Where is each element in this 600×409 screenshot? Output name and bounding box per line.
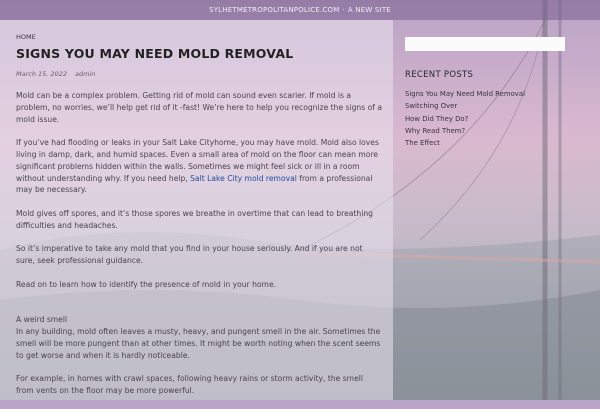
paragraph: Mold gives off spores, and it’s those spores we breathe in overtime that can lead to breathing difficulties and headaches. bbox=[16, 208, 373, 230]
article bbox=[16, 33, 382, 409]
sidebar bbox=[405, 37, 565, 149]
paragraph-text: from a professional may be necessary. bbox=[16, 173, 373, 195]
paragraph: So it’s imperative to take any mold that you find in your house seriously. And if you are not sure, seek professional guidance. bbox=[16, 244, 363, 266]
post-title: SIGNS YOU MAY NEED MOLD REMOVAL bbox=[16, 46, 294, 61]
recent-post-link[interactable]: The Effect bbox=[405, 139, 440, 148]
paragraph: Read on to learn how to identify the presence of mold in your home. bbox=[16, 279, 277, 289]
mold-removal-link[interactable]: Salt Lake City mold removal bbox=[190, 173, 297, 183]
post-author[interactable]: admin bbox=[75, 70, 96, 78]
paragraph bbox=[16, 314, 382, 361]
site-header bbox=[0, 0, 600, 20]
site-name-link[interactable]: SYLHETMETROPOLITANPOLICE.COM bbox=[209, 6, 340, 14]
post-date[interactable]: March 15, 2022 bbox=[16, 70, 67, 78]
header-separator: · bbox=[342, 6, 345, 14]
main-content bbox=[0, 20, 393, 400]
recent-post-link[interactable]: Why Read Them? bbox=[405, 126, 466, 135]
recent-post-link[interactable]: Signs You May Need Mold Removal bbox=[405, 90, 526, 98]
paragraph-text: If you’ve had flooding or leaks in your Salt Lake Cityhome, you may have mold. Mold also loves living in damp, dark, and humid spaces. Even a small area of mold on the floor can mean more significant problems hidden within the walls. Sometimes we might feel sick or ill in a room without understanding why. If you need help, bbox=[16, 138, 379, 183]
post-body bbox=[16, 90, 382, 397]
paragraph: Mold can be a complex problem. Getting rid of mold can sound even scarier. If mold is a problem, no worries, we’ll help get rid of it -fast! We’re here to help you recognize the signs of a mold issue. bbox=[16, 91, 382, 124]
paragraph: For example, in homes with crawl spaces, following heavy rains or storm activity, the smell from vents on the floor may be more powerful. bbox=[16, 374, 363, 395]
recent-post-link[interactable]: Switching Over bbox=[405, 102, 458, 111]
search-input[interactable] bbox=[405, 37, 565, 51]
subheading-weird-smell: A weird smell bbox=[16, 315, 68, 325]
breadcrumb-home[interactable]: HOME bbox=[16, 33, 36, 41]
paragraph bbox=[16, 137, 382, 196]
site-tagline: A NEW SITE bbox=[347, 6, 391, 14]
recent-posts-list bbox=[405, 88, 565, 149]
recent-post-link[interactable]: How Did They Do? bbox=[405, 114, 469, 123]
post-meta bbox=[16, 70, 382, 78]
recent-posts-title: RECENT POSTS bbox=[405, 70, 474, 80]
paragraph-text: In any building, mold often leaves a musty, heavy, and pungent smell in the air. Sometimes the smell will be more pungent than at other times. It might be worth noting when the scent seems to get worse and when it is hardly noticeable. bbox=[16, 326, 381, 360]
